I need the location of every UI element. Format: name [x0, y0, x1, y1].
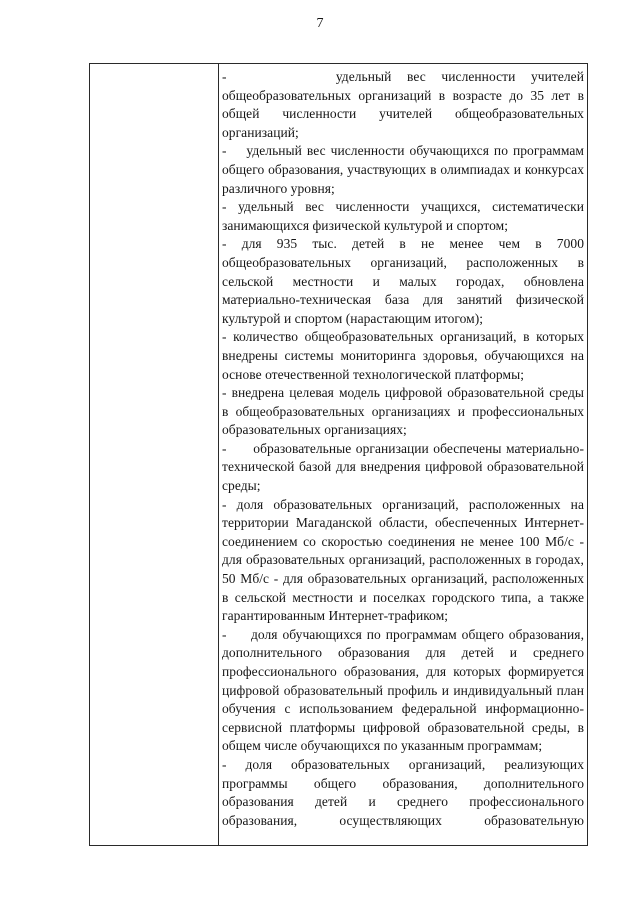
indicator-item: - удельный вес численности обучающихся по программам общего образования, участвующих в олимпиадах и конкурсах различного уровня; — [222, 143, 584, 196]
indicator-item: - образовательные организации обеспечены материально-технической базой для внедрения цифровой образовательной среды; — [222, 440, 584, 494]
indicator-table — [89, 63, 588, 846]
column-divider — [218, 64, 219, 845]
indicator-item: - доля обучающихся по программам общего образования, дополнительного образования для детей и среднего профессионального образования, для которых формируется цифровой образовательный профиль и индивидуальный план обучения с использованием федеральной информационно-сервисной платформы цифровой образовательной среды, в общем числе обучающихся по указанным программам; — [222, 626, 584, 754]
page-number: 7 — [316, 16, 324, 31]
indicator-item: - доля образовательных организаций, расположенных на территории Магаданской области, обеспеченных Интернет-соединением со скоростью соединения не менее 100 Мб/с - для образовательных организаций, расположенных в городах, 50 Мб/с - для образовательных организаций, расположенных в сельской местности и поселках городского типа, а также гарантированным Интернет-трафиком; — [222, 496, 584, 624]
indicator-item: - внедрена целевая модель цифровой образовательной среды в общеобразовательных организациях и профессиональных образовательных организациях; — [222, 385, 584, 438]
indicator-item: - удельный вес численности учащихся, систематически занимающихся физической культурой и спортом; — [222, 199, 584, 233]
indicator-list — [222, 68, 584, 830]
indicator-item: - удельный вес численности учителей общеобразовательных организаций в возрасте до 35 лет в общей численности учителей общеобразовательных организаций; — [222, 69, 584, 140]
indicator-item: - для 935 тыс. детей в не менее чем в 7000 общеобразовательных организаций, расположенных в сельской местности и малых городах, обновлена материально-техническая база для занятий физической культурой и спортом (нарастающим итогом); — [222, 236, 584, 326]
indicator-item: - количество общеобразовательных организаций, в которых внедрены системы мониторинга здоровья, обучающихся на основе отечественной технологической платформы; — [222, 329, 584, 382]
indicator-item: - доля образовательных организаций, реализующих программы общего образования, дополнительного образования детей и среднего профессионального образования, осуществляющих образовательную — [222, 756, 584, 828]
